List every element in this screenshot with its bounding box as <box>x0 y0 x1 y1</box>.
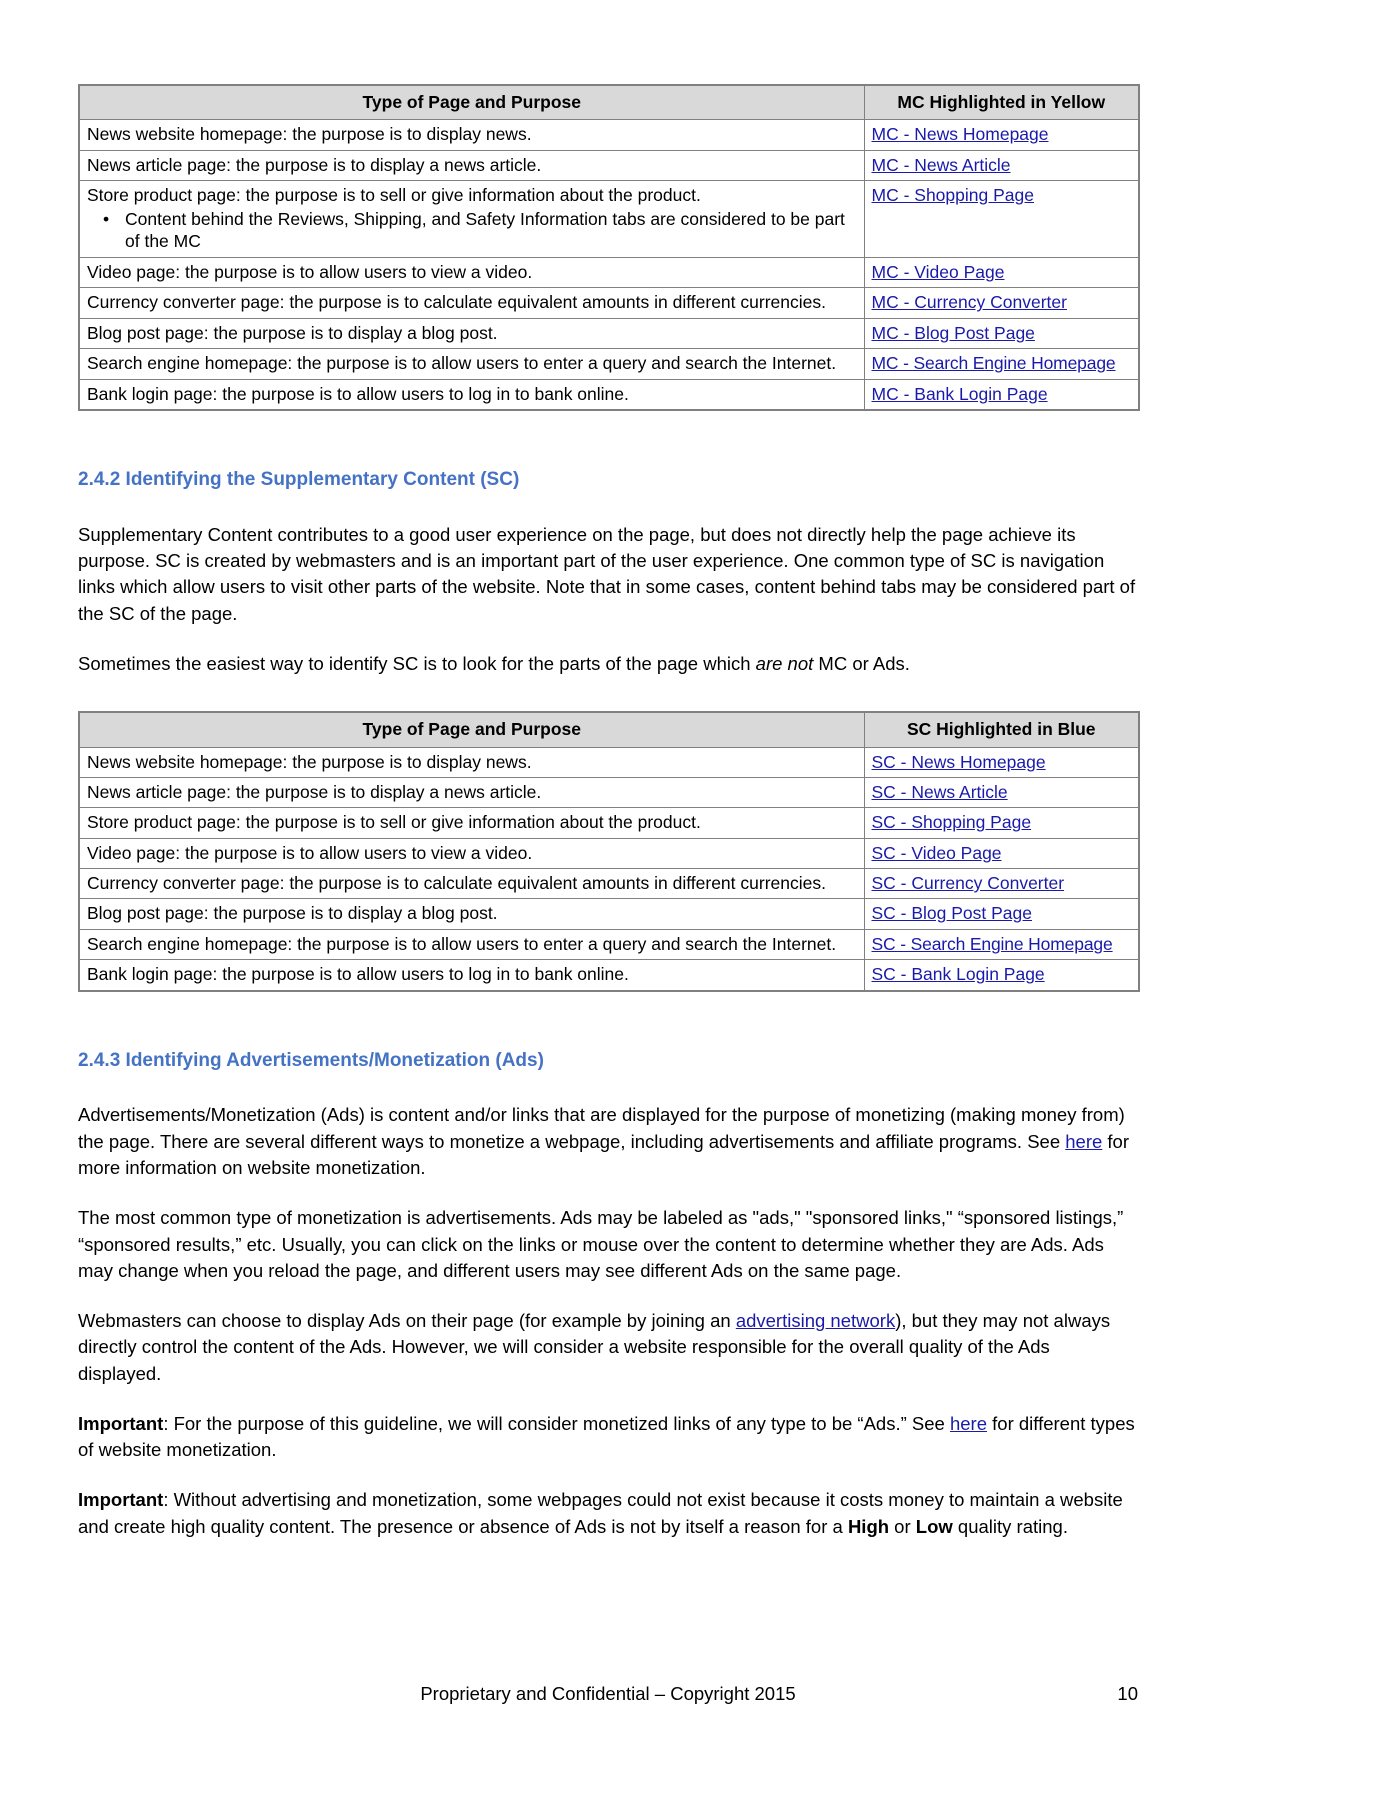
paragraph-important-monetized-links <box>78 1411 1138 1464</box>
sc-cell-link <box>864 808 1139 838</box>
mc-link-search-engine-homepage[interactable]: MC - Search Engine Homepage <box>871 353 1116 374</box>
mc-cell-link <box>864 181 1139 258</box>
important-2-part2: quality rating. <box>952 1515 1068 1537</box>
paragraph-webmasters-ads <box>78 1308 1138 1387</box>
mc-link-shopping-page[interactable]: MC - Shopping Page <box>871 185 1034 206</box>
mc-cell-purpose-text: Store product page: the purpose is to sell or give information about the product. <box>87 185 701 206</box>
sc-cell-purpose: Search engine homepage: the purpose is to allow users to enter a query and search the Internet. <box>79 929 864 959</box>
important-2-low: Low <box>915 1515 953 1537</box>
sc-cell-purpose: Video page: the purpose is to allow users to view a video. <box>79 838 864 868</box>
sc-table-header <box>79 712 1139 747</box>
mc-cell-purpose: Bank login page: the purpose is to allow users to log in to bank online. <box>79 379 864 410</box>
webmasters-part2: ), but they may not always directly control the content of the Ads. However, we will consider a website responsible for the overall quality of the Ads displayed. <box>78 1310 1111 1384</box>
table-row <box>79 150 1139 180</box>
important-2-high: High <box>847 1515 890 1537</box>
mc-cell-link <box>864 379 1139 410</box>
sc-cell-purpose: News website homepage: the purpose is to display news. <box>79 747 864 777</box>
sc-cell-purpose: Store product page: the purpose is to sell or give information about the product. <box>79 808 864 838</box>
mc-cell-link <box>864 120 1139 150</box>
table-row <box>79 899 1139 929</box>
table-row <box>79 808 1139 838</box>
important-label-1: Important <box>78 1412 164 1434</box>
paragraph-ads-definition <box>78 1102 1138 1181</box>
sc-identify-italic: are not <box>755 652 814 674</box>
important-2-mid: or <box>889 1515 916 1537</box>
ads-def-part2: for more information on website monetization. <box>78 1130 1130 1178</box>
mc-cell-link <box>864 349 1139 379</box>
table-row <box>79 288 1139 318</box>
sc-header-link: SC Highlighted in Blue <box>864 712 1139 747</box>
mc-header-purpose: Type of Page and Purpose <box>79 85 864 120</box>
sc-cell-link <box>864 960 1139 991</box>
ads-def-here-link[interactable]: here <box>1065 1130 1103 1152</box>
sc-link-bank-login-page[interactable]: SC - Bank Login Page <box>871 964 1045 985</box>
mc-cell-purpose: Blog post page: the purpose is to display a blog post. <box>79 318 864 348</box>
sc-cell-link <box>864 838 1139 868</box>
webmasters-part1: Webmasters can choose to display Ads on their page (for example by joining an <box>78 1310 736 1332</box>
mc-cell-purpose: Currency converter page: the purpose is to calculate equivalent amounts in different currencies. <box>79 288 864 318</box>
table-row <box>79 318 1139 348</box>
footer-page-number: 10 <box>1117 1683 1138 1704</box>
table-row <box>79 777 1139 807</box>
mc-table-header <box>79 85 1139 120</box>
sc-cell-link <box>864 869 1139 899</box>
sc-cell-purpose: Bank login page: the purpose is to allow users to log in to bank online. <box>79 960 864 991</box>
important-2-part1: : Without advertising and monetization, some webpages could not exist because it costs money to maintain a website and create high quality content. The presence or absence of Ads is not by itself a reason for a <box>78 1489 1123 1537</box>
table-row <box>79 181 1139 258</box>
mc-header-link: MC Highlighted in Yellow <box>864 85 1139 120</box>
mc-cell-purpose: News article page: the purpose is to display a news article. <box>79 150 864 180</box>
sc-link-video-page[interactable]: SC - Video Page <box>871 842 1002 863</box>
mc-link-news-homepage[interactable]: MC - News Homepage <box>871 124 1049 145</box>
sc-cell-link <box>864 929 1139 959</box>
table-row <box>79 960 1139 991</box>
paragraph-sc-definition: Supplementary Content contributes to a good user experience on the page, but does not directly help the page achieve its purpose. SC is created by webmasters and is an important part of the user experience. One common type of SC is navigation links which allow users to visit other parts of the website. Note that in some cases, content behind tabs may be considered part of the SC of the page. <box>78 523 1136 624</box>
sc-cell-purpose: Currency converter page: the purpose is to calculate equivalent amounts in different currencies. <box>79 869 864 899</box>
heading-2-4-2: 2.4.2 Identifying the Supplementary Content (SC) <box>78 469 520 491</box>
sc-table-body <box>79 747 1139 991</box>
mc-cell-purpose: Search engine homepage: the purpose is to allow users to enter a query and search the Internet. <box>79 349 864 379</box>
paragraph-sc-identify <box>78 651 1138 677</box>
advertising-network-link[interactable]: advertising network <box>735 1310 896 1332</box>
paragraph-ads-labels: The most common type of monetization is advertisements. Ads may be labeled as "ads," "sponsored links," “sponsored listings,” “sponsored results,” etc. Usually, you can click on the links or mouse over the content to determine whether they are Ads. Ads may change when you reload the page, and different users may see different Ads on the same page. <box>78 1207 1124 1281</box>
mc-cell-bullet-item: • Content behind the Reviews, Shipping, and Safety Information tabs are considered to be part of the MC <box>125 208 857 254</box>
table-row <box>79 379 1139 410</box>
sc-link-currency-converter[interactable]: SC - Currency Converter <box>871 873 1065 894</box>
mc-cell-link <box>864 150 1139 180</box>
mc-link-currency-converter[interactable]: MC - Currency Converter <box>871 292 1067 313</box>
mc-cell-purpose: News website homepage: the purpose is to display news. <box>79 120 864 150</box>
sc-link-news-article[interactable]: SC - News Article <box>871 781 1008 802</box>
sc-header-purpose: Type of Page and Purpose <box>79 712 864 747</box>
table-header-row <box>79 85 1139 120</box>
mc-cell-link <box>864 288 1139 318</box>
mc-link-video-page[interactable]: MC - Video Page <box>871 262 1005 283</box>
sc-link-news-homepage[interactable]: SC - News Homepage <box>871 751 1046 772</box>
mc-table-body <box>79 120 1139 410</box>
table-row <box>79 838 1139 868</box>
table-row <box>79 869 1139 899</box>
sc-link-blog-post-page[interactable]: SC - Blog Post Page <box>871 903 1032 924</box>
mc-cell-purpose <box>79 181 864 258</box>
heading-2-4-3: 2.4.3 Identifying Advertisements/Monetization (Ads) <box>78 1049 544 1071</box>
table-row <box>79 747 1139 777</box>
table-row <box>79 120 1139 150</box>
important-1-part1: : For the purpose of this guideline, we will consider monetized links of any type to be “Ads.” See <box>163 1412 950 1434</box>
sc-cell-link <box>864 777 1139 807</box>
mc-link-bank-login-page[interactable]: MC - Bank Login Page <box>871 383 1048 404</box>
sc-highlight-table <box>78 711 1140 992</box>
sc-cell-purpose: News article page: the purpose is to display a news article. <box>79 777 864 807</box>
mc-cell-bullet-list <box>87 208 857 254</box>
sc-identify-part1: Sometimes the easiest way to identify SC is to look for the parts of the page which <box>78 652 756 674</box>
mc-highlight-table <box>78 84 1140 411</box>
mc-link-blog-post-page[interactable]: MC - Blog Post Page <box>871 322 1035 343</box>
sc-link-search-engine-homepage[interactable]: SC - Search Engine Homepage <box>871 933 1113 954</box>
page-footer <box>78 1683 1138 1705</box>
sc-identify-part2: MC or Ads. <box>813 652 910 674</box>
sc-cell-purpose: Blog post page: the purpose is to display a blog post. <box>79 899 864 929</box>
mc-cell-link <box>864 258 1139 288</box>
important-1-here-link[interactable]: here <box>949 1412 988 1434</box>
table-row <box>79 929 1139 959</box>
page-content <box>78 84 1138 1540</box>
mc-cell-link <box>864 318 1139 348</box>
sc-link-shopping-page[interactable]: SC - Shopping Page <box>871 812 1032 833</box>
sc-cell-link <box>864 899 1139 929</box>
table-row <box>79 349 1139 379</box>
ads-def-part1: Advertisements/Monetization (Ads) is content and/or links that are displayed for the purpose of monetizing (making money from) the page. There are several different ways to monetize a webpage, including advertisements and affiliate programs. See <box>78 1104 1125 1152</box>
mc-cell-purpose: Video page: the purpose is to allow users to view a video. <box>79 258 864 288</box>
important-1-part2: for different types of website monetization. <box>78 1412 1135 1461</box>
footer-copyright: Proprietary and Confidential – Copyright 2015 <box>420 1683 796 1704</box>
sc-cell-link <box>864 747 1139 777</box>
paragraph-important-no-ads <box>78 1487 1138 1540</box>
table-row <box>79 258 1139 288</box>
important-label-2: Important <box>78 1489 164 1511</box>
table-header-row <box>79 712 1139 747</box>
mc-link-news-article[interactable]: MC - News Article <box>871 154 1011 175</box>
